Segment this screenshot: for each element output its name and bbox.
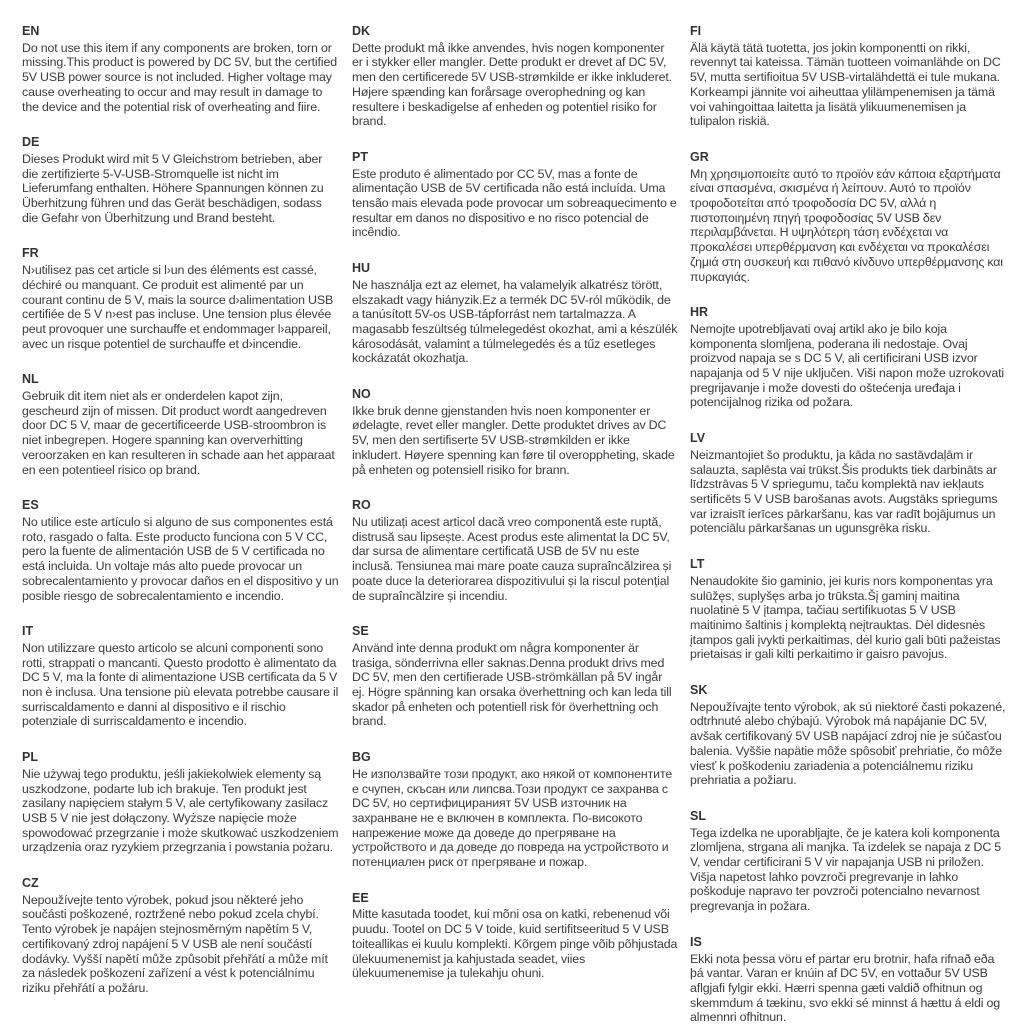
lang-text-es: No utilice este artículo si alguno de sus componentes está roto, rasgado o falta. Este producto funciona con 5 V CC, pero la fuente de alimentación USB de 5 V certificada no está incluida. Un voltaje más alto puede provocar un sobrecalentamiento y provocar daños en el dispositivo y un posible riesgo de sobrecalentamiento e incendio. [22, 514, 339, 603]
lang-code-ee: EE [352, 890, 369, 905]
lang-section-gr [690, 150, 1010, 284]
lang-section-fr [22, 246, 340, 351]
column-2 [352, 24, 678, 1024]
lang-code-it: IT [22, 624, 34, 639]
lang-text-ro: Nu utilizați acest articol dacă vreo componentă este ruptă, distrusă sau lipsește. Acest produs este alimentat la DC 5V, dar sursa de alimentare certificată USB de 5V nu este inclusă. Tensiunea mai mare poate cauza supraîncălzirea și poate duce la deteriorarea dispozitivului și la riscul potențial de supraîncălzire și incendiu. [352, 514, 672, 603]
lang-section-fi [690, 24, 1010, 129]
lang-text-se: Använd inte denna produkt om några komponenter är trasiga, sönderrivna eller saknas.Denna produkt drivs med DC 5V, men den certifierade USB-strömkällan på 5V ingår ej. Högre spänning kan orsaka överhettning och kan leda till skador på enheten och potentiell risk för överhettning och brand. [352, 640, 672, 729]
lang-text-no: Ikke bruk denne gjenstanden hvis noen komponenter er ødelagte, revet eller mangler. Dette produktet drives av DC 5V, men den sertifiserte 5V USB-strømkilden er ikke inkludert. Høyere spenning kan føre til overoppheting, skade på enheten og potensiell risiko for brann. [352, 403, 675, 477]
lang-text-lt: Nenaudokite šio gaminio, jei kuris nors komponentas yra sulūžęs, suplyšęs arba jo trūksta.Šį gaminį maitina nuolatinė 5 V įtampa, tačiau sertifikuotas 5 V USB maitinimo šaltinis į komplektą neįtrauktas. Dėl didesnės įtampos gali įvykti perkaitimas, dėl kurio gali būti pažeistas prietaisas ir gali kilti perkaitimo ir gaisro pavojus. [690, 573, 1001, 662]
lang-section-es [22, 498, 340, 603]
lang-section-no [352, 387, 678, 477]
lang-text-cz: Nepoužívejte tento výrobek, pokud jsou některé jeho součásti poškozené, roztržené nebo pokud zcela chybí. Tento výrobek je napájen stejnosměrným napětím 5 V, certifikovaný zdroj napájení 5 V USB ale není součástí dodávky. Vyšší napětí může způsobit přehřátí a může mít za následek poškození zařízení a vést k potenciálnímu riziku přehřátí a požáru. [22, 892, 328, 995]
lang-section-cz [22, 876, 340, 996]
lang-code-sl: SL [690, 808, 706, 823]
lang-code-fr: FR [22, 246, 39, 261]
lang-section-hr [690, 305, 1010, 410]
lang-section-lt [690, 557, 1010, 662]
lang-text-fi: Älä käytä tätä tuotetta, jos jokin komponentti on rikki, revennyt tai kateissa. Tämän tuotteen voimanlähde on DC 5V, mutta sertifioitua 5V USB-virtalähdettä ei tule mukana. Korkeampi jännite voi aiheuttaa ylilämpenemisen ja tämä voi vahingoittaa laitetta ja lisätä ylikuumenemisen ja tulipalon riskiä. [690, 40, 1001, 129]
lang-text-ee: Mitte kasutada toodet, kui mõni osa on katki, rebenenud või puudu. Tootel on DC 5 V toide, kuid sertifitseeritud 5 V USB toiteallikas ei kuulu komplekti. Kõrgem pinge võib põhjustada ülekuumenemist ja kahjustada seadet, viies ülekuumenemise ja tulekahju ohuni. [352, 907, 678, 981]
lang-text-sl: Tega izdelka ne uporabljajte, če je katera koli komponenta zlomljena, strgana ali manjka. Ta izdelek se napaja z DC 5 V, vendar certificirani 5 V vir napajanja USB ni priložen. Višja napetost lahko povzroči pregrevanje in lahko poškoduje napravo ter povzroči potencialno nevarnost pregrevanja in požara. [690, 825, 1002, 914]
lang-section-bg [352, 750, 678, 870]
lang-code-sk: SK [690, 683, 708, 698]
lang-section-pl [22, 750, 340, 855]
lang-section-nl [22, 372, 340, 477]
lang-section-en [22, 24, 340, 114]
lang-text-pt: Este produto é alimentado por CC 5V, mas a fonte de alimentação USB de 5V certificada não está incluída. Uma tensão mais elevada pode provocar um sobreaquecimento e resultar em danos no dispositivo e no risco potencial de incêndio. [352, 166, 677, 240]
lang-code-pt: PT [352, 149, 368, 164]
lang-text-en: Do not use this item if any components are broken, torn or missing.This product is powered by DC 5V, but the certified 5V USB power source is not included. Higher voltage may cause overheating to occur and may result in damage to the device and the potential risk of overheating and fiire. [22, 40, 338, 114]
lang-text-nl: Gebruik dit item niet als er onderdelen kapot zijn, gescheurd zijn of missen. Dit product wordt aangedreven door DC 5 V, maar de gecertificeerde USB-stroombron is niet inbegrepen. Hogere spanning kan oververhitting veroorzaken en kan resulteren in schade aan het apparaat en een potentieel risico op brand. [22, 389, 335, 477]
column-3 [690, 24, 1010, 1024]
lang-text-is: Ekki nota þessa vöru ef partar eru brotnir, hafa rifnað eða þá vantar. Varan er knúin af DC 5V, en vottaður 5V USB aflgjafi fylgir ekki. Hærri spenna gæti valdið ofhitnun og skemmdum á tækinu, svo ekki sé minnst á hættu á eldi og almennri ofhitnun. [690, 951, 1001, 1024]
lang-code-nl: NL [22, 372, 39, 387]
lang-section-de [22, 135, 340, 225]
column-1 [22, 24, 340, 1024]
lang-code-gr: GR [690, 149, 709, 164]
lang-code-ro: RO [352, 498, 371, 513]
lang-code-bg: BG [352, 750, 371, 765]
lang-section-dk [352, 24, 678, 129]
lang-section-sk [690, 683, 1010, 788]
lang-text-de: Dieses Produkt wird mit 5 V Gleichstrom betrieben, aber die zertifizierte 5-V-USB-Stromquelle ist nicht im Lieferumfang enthalten. Höhere Spannungen können zu Überhitzung führen und das Gerät beschädigen, sodass die Gefahr von Überhitzung und Brand besteht. [22, 151, 324, 225]
lang-code-no: NO [352, 387, 371, 402]
lang-section-ee [352, 891, 678, 981]
lang-text-hu: Ne használja ezt az elemet, ha valamelyik alkatrész törött, elszakadt vagy hiányzik.Ez a termék DC 5V-ról működik, de a tanúsított 5V-os USB-tápforrást nem tartalmazza. A magasabb feszültség túlmelegedést okozhat, ami a készülék károsodását, valamint a túlmelegedés és a tűz esetleges kockázatát okozhatja. [352, 277, 678, 366]
lang-code-fi: FI [690, 24, 702, 38]
lang-code-dk: DK [352, 24, 371, 38]
lang-code-es: ES [22, 498, 39, 513]
lang-code-lt: LT [690, 557, 705, 572]
lang-text-sk: Nepoužívajte tento výrobok, ak sú niektoré časti pokazené, odtrhnuté alebo chýbajú. Výrobok má napájanie DC 5V, avšak certifikovaný 5V USB napájací zdroj nie je súčasťou balenia. Vyššie napätie môže spôsobiť prehriatie, čo môže viesť k poškodeniu zariadenia a potenciálnemu riziku prehriatia a požiaru. [690, 699, 1006, 788]
lang-section-is [690, 935, 1010, 1024]
lang-code-hr: HR [690, 305, 709, 320]
lang-text-bg: Не използвайте този продукт, ако някой от компонентите е счупен, скъсан или липсва.Този продукт се захранва с DC 5V, но сертифицираният 5V USB източник на захранване не е включен в комплекта. По-високото напрежение може да доведе до прегряване на устройството и да доведе до повреда на устройството и потенциален риск от прегряване и пожар. [352, 766, 673, 870]
lang-code-se: SE [352, 624, 369, 639]
lang-code-lv: LV [690, 431, 706, 446]
lang-code-de: DE [22, 135, 40, 150]
lang-text-pl: Nie używaj tego produktu, jeśli jakiekolwiek elementy są uszkodzone, podarte lub ich brakuje. Ten produkt jest zasilany napięciem stałym 5 V, ale certyfikowany zasilacz USB 5 V nie jest dołączony. Wyższe napięcie może spowodować przegrzanie i może skutkować uszkodzeniem urządzenia oraz ryzykiem przegrzania i powstania pożaru. [22, 766, 339, 855]
lang-text-lv: Neizmantojiet šo produktu, ja kāda no sastāvdaļām ir salauzta, saplēsta vai trūkst.Šis produkts tiek darbināts ar līdzstrāvas 5 V spriegumu, taču komplektā nav iekļauts sertificēts 5 V USB barošanas avots. Augstāks spriegums var izraisīt ierīces pārkaršanu, kas var radīt bojājumus un potenciālu pārkaršanas un ugunsgrēka risku. [690, 447, 998, 536]
lang-section-pt [352, 150, 678, 240]
lang-code-cz: CZ [22, 876, 39, 891]
lang-text-dk: Dette produkt må ikke anvendes, hvis nogen komponenter er i stykker eller mangler. Dette produkt er drevet af DC 5V, men den certificerede 5V USB-strømkilde er ikke inkluderet. Højere spænding kan forårsage overophedning og kan resultere i beskadigelse af enheden og potentiel risiko for brand. [352, 40, 672, 129]
lang-section-hu [352, 261, 678, 366]
lang-code-hu: HU [352, 261, 371, 276]
lang-code-en: EN [22, 24, 40, 38]
lang-section-ro [352, 498, 678, 603]
lang-section-se [352, 624, 678, 729]
lang-code-is: IS [690, 934, 702, 949]
lang-section-sl [690, 809, 1010, 914]
lang-code-pl: PL [22, 750, 38, 765]
lang-text-it: Non utilizzare questo articolo se alcuni componenti sono rotti, strappati o mancanti. Questo prodotto è alimentato da DC 5 V, ma la fonte di alimentazione USB certificata da 5 V non è inclusa. Una tensione più elevata potrebbe causare il surriscaldamento e danni al dispositivo e il rischio potenziale di surriscaldamento e incendio. [22, 640, 339, 729]
lang-section-lv [690, 431, 1010, 536]
lang-text-hr: Nemojte upotrebljavati ovaj artikl ako je bilo koja komponenta slomljena, poderana ili nedostaje. Ovaj proizvod napaja se s DC 5 V, ali certificirani USB izvor napajanja od 5 V nije uključen. Viši napon može uzrokovati pregrijavanje i može dovesti do oštećenja uređaja i potencijalnog rizika od požara. [690, 321, 1005, 410]
lang-section-it [22, 624, 340, 729]
lang-text-gr: Μη χρησιμοποιείτε αυτό το προϊόν εάν κάποια εξαρτήματα είναι σπασμένα, σκισμένα ή λείπουν. Αυτό το προϊόν τροφοδοτείται από τροφοδοσία DC 5V, αλλά η πιστοποιημένη πηγή τροφοδοσίας 5V USB δεν περιλαμβάνεται. Η υψηλότερη τάση ενδέχεται να προκαλέσει υπερθέρμανση και ενδέχεται να προκαλέσει ζημιά στη συσκευή και πιθανό κίνδυνο υπερθέρμανσης και πυρκαγιάς. [690, 166, 1003, 284]
lang-text-fr: N›utilisez pas cet article si l›un des éléments est cassé, déchiré ou manquant. Ce produit est alimenté par un courant continu de 5 V, mais la source d›alimentation USB certifiée de 5 V n›est pas incluse. Une tension plus élevée peut provoquer une surchauffe et endommager l›appareil, avec un risque potentiel de surchauffe et d›incendie. [22, 263, 334, 351]
